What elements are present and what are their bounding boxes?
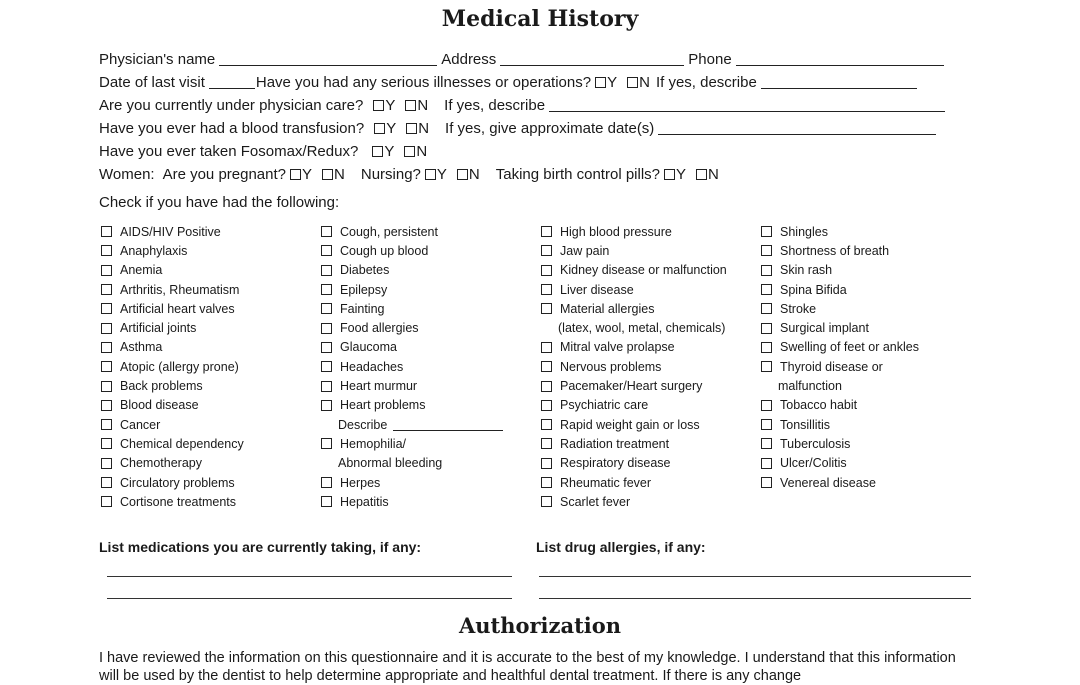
condition-label: Stroke [780,301,817,316]
condition-item[interactable] [321,357,531,376]
condition-checkbox[interactable] [101,245,112,256]
condition-item[interactable] [321,241,531,260]
condition-continuation [761,376,971,395]
condition-checkbox[interactable] [101,477,112,488]
condition-item[interactable] [541,473,751,492]
condition-item[interactable] [101,415,311,434]
pregnant-no-checkbox[interactable] [322,169,333,180]
condition-label: Glaucoma [340,340,397,355]
condition-checkbox[interactable] [761,477,772,488]
condition-label: Heart murmur [340,379,418,394]
condition-item[interactable] [761,357,971,376]
condition-checkbox[interactable] [321,323,332,334]
fosomax-yes-checkbox[interactable] [372,146,383,157]
condition-checkbox[interactable] [101,458,112,469]
condition-checkbox[interactable] [101,496,112,507]
address-label: Address [441,51,497,68]
condition-item[interactable] [321,280,531,299]
condition-label: Diabetes [340,263,390,278]
condition-label: Cough up blood [340,243,429,258]
condition-checkbox[interactable] [101,381,112,392]
nursing-no-checkbox[interactable] [457,169,468,180]
condition-item[interactable] [541,396,751,415]
condition-item[interactable] [101,222,311,241]
serious-illness-yes-checkbox[interactable] [595,77,606,88]
condition-checkbox[interactable] [541,400,552,411]
condition-label: High blood pressure [560,224,672,239]
condition-checkbox[interactable] [101,419,112,430]
women-row: Women: Are you pregnant? Y N Nursing? Y N Taking birth control pills? Y N [99,166,719,183]
condition-checkbox[interactable] [541,496,552,507]
phone-label: Phone [688,51,732,68]
condition-checkbox[interactable] [321,400,332,411]
condition-label: (latex, wool, metal, chemicals) [558,321,726,336]
condition-label: Ulcer/Colitis [780,456,847,471]
condition-checkbox[interactable] [541,361,552,372]
condition-item[interactable] [761,454,971,473]
condition-item[interactable] [101,299,311,318]
transfusion-no-checkbox[interactable] [406,123,417,134]
pregnant-yes-checkbox[interactable] [290,169,301,180]
condition-item[interactable] [761,434,971,453]
condition-item[interactable] [761,318,971,337]
condition-item[interactable] [541,492,751,511]
condition-item[interactable] [101,318,311,337]
condition-continuation [541,318,751,337]
condition-item[interactable] [321,473,531,492]
fosomax-no-checkbox[interactable] [404,146,415,157]
nursing-question: Nursing? [360,166,421,183]
condition-label: Scarlet fever [560,494,631,509]
condition-checkbox[interactable] [541,265,552,276]
condition-item[interactable] [321,299,531,318]
condition-label: Hepatitis [340,494,389,509]
condition-label: Liver disease [560,282,634,297]
condition-continuation [321,454,531,473]
condition-checkbox[interactable] [321,226,332,237]
women-label: Women: [99,166,155,183]
condition-item[interactable] [541,415,751,434]
condition-item[interactable] [321,376,531,395]
condition-checkbox[interactable] [761,419,772,430]
condition-checkbox[interactable] [761,284,772,295]
condition-label: Swelling of feet or ankles [780,340,919,355]
condition-label: Chemical dependency [120,436,244,451]
condition-label: Cough, persistent [340,224,438,239]
condition-checkbox[interactable] [101,265,112,276]
condition-label: Pacemaker/Heart surgery [560,379,703,394]
condition-checkbox[interactable] [101,342,112,353]
form-title: Medical History [441,6,639,32]
condition-label: Psychiatric care [560,398,649,413]
physician-care-yes-checkbox[interactable] [373,100,384,111]
last-visit-label: Date of last visit [99,74,205,91]
condition-item[interactable] [541,299,751,318]
condition-item[interactable] [321,318,531,337]
condition-checkbox[interactable] [321,438,332,449]
medications-line-2[interactable] [107,598,512,599]
condition-label: Artificial joints [120,321,197,336]
condition-label: Mitral valve prolapse [560,340,675,355]
transfusion-date-field[interactable] [658,120,936,135]
condition-checkbox[interactable] [541,284,552,295]
condition-label: Kidney disease or malfunction [560,263,727,278]
condition-checkbox[interactable] [541,419,552,430]
nursing-yes-checkbox[interactable] [425,169,436,180]
condition-item[interactable] [101,396,311,415]
physician-name-field[interactable] [219,51,437,66]
physician-care-describe-field[interactable] [549,97,945,112]
condition-checkbox[interactable] [101,226,112,237]
condition-checkbox[interactable] [761,438,772,449]
condition-label: Jaw pain [560,243,610,258]
condition-label: Headaches [340,359,404,374]
condition-label: Back problems [120,379,203,394]
serious-illness-describe-field[interactable] [761,74,917,89]
condition-label: Spina Bifida [780,282,847,297]
condition-label: AIDS/HIV Positive [120,224,221,239]
conditions-column-1 [101,222,311,511]
condition-item[interactable] [101,280,311,299]
serious-illness-describe-label: If yes, describe [655,74,757,91]
condition-checkbox[interactable] [101,323,112,334]
allergies-line-1[interactable] [539,576,971,577]
condition-checkbox[interactable] [541,477,552,488]
condition-item[interactable] [761,338,971,357]
condition-item[interactable] [541,280,751,299]
condition-item[interactable] [101,492,311,511]
condition-item[interactable] [541,261,751,280]
birth-control-yes-checkbox[interactable] [664,169,675,180]
address-field[interactable] [500,51,684,66]
physician-care-row: Are you currently under physician care? Y N If yes, describe [99,94,949,114]
allergies-label: List drug allergies, if any: [536,539,706,555]
condition-item[interactable] [321,492,531,511]
serious-illness-no-checkbox[interactable] [627,77,638,88]
condition-item[interactable] [761,280,971,299]
condition-checkbox[interactable] [541,381,552,392]
last-visit-field[interactable] [209,74,255,89]
physician-care-question: Are you currently under physician care? [99,97,364,114]
pregnant-question: Are you pregnant? [162,166,286,183]
authorization-text: I have reviewed the information on this questionnaire and it is accurate to the best of my knowledge. I understand that this information will be used by the dentist to help determine appropriate and healthful dental treatment. If there is any change [99,650,956,684]
condition-item[interactable] [541,376,751,395]
condition-item[interactable] [321,222,531,241]
condition-checkbox[interactable] [101,361,112,372]
condition-label: Radiation treatment [560,436,670,451]
condition-item[interactable] [761,261,971,280]
condition-checkbox[interactable] [101,438,112,449]
condition-checkbox[interactable] [321,265,332,276]
condition-item[interactable] [101,241,311,260]
condition-label: Tobacco habit [780,398,858,413]
condition-label: Rapid weight gain or loss [560,417,700,432]
condition-label: Cancer [120,417,161,432]
phone-field[interactable] [736,51,944,66]
condition-checkbox[interactable] [541,342,552,353]
condition-item[interactable] [101,338,311,357]
condition-item[interactable] [321,434,531,453]
condition-label: Tuberculosis [780,436,851,451]
condition-label: Arthritis, Rheumatism [120,282,240,297]
condition-checkbox[interactable] [541,438,552,449]
condition-continuation [321,415,531,434]
condition-item[interactable] [541,338,751,357]
transfusion-yes-checkbox[interactable] [374,123,385,134]
condition-checkbox[interactable] [761,303,772,314]
fosomax-question: Have you ever taken Fosomax/Redux? [99,143,359,160]
condition-item[interactable] [761,241,971,260]
condition-label: Describe [338,417,388,432]
condition-label: Chemotherapy [120,456,202,471]
condition-label: Circulatory problems [120,475,235,490]
condition-checkbox[interactable] [101,400,112,411]
medications-line-1[interactable] [107,576,512,577]
condition-item[interactable] [321,261,531,280]
condition-label: Epilepsy [340,282,388,297]
physician-row [99,48,948,68]
condition-checkbox[interactable] [761,226,772,237]
condition-checkbox[interactable] [761,323,772,334]
condition-checkbox[interactable] [761,361,772,372]
physician-care-no-checkbox[interactable] [405,100,416,111]
condition-checkbox[interactable] [761,265,772,276]
heart-problems-describe-field[interactable] [393,419,503,431]
condition-checkbox[interactable] [101,303,112,314]
condition-item[interactable] [541,434,751,453]
condition-label: Atopic (allergy prone) [120,359,239,374]
condition-item[interactable] [101,376,311,395]
condition-label: Abnormal bleeding [338,456,443,471]
condition-checkbox[interactable] [101,284,112,295]
authorization-title: Authorization [458,613,622,638]
condition-label: Surgical implant [780,321,869,336]
condition-item[interactable] [321,338,531,357]
condition-checkbox[interactable] [321,361,332,372]
conditions-column-3 [541,222,751,511]
condition-label: Skin rash [780,263,833,278]
condition-label: Thyroid disease or [780,359,883,374]
condition-item[interactable] [101,357,311,376]
transfusion-question: Have you ever had a blood transfusion? [99,120,365,137]
condition-label: Rheumatic fever [560,475,652,490]
condition-label: Shortness of breath [780,243,890,258]
condition-label: Food allergies [340,321,419,336]
condition-label: Hemophilia/ [340,436,407,451]
condition-label: Heart problems [340,398,426,413]
condition-item[interactable] [761,396,971,415]
condition-label: Herpes [340,475,381,490]
condition-checkbox[interactable] [761,400,772,411]
condition-item[interactable] [541,241,751,260]
condition-label: Anaphylaxis [120,243,188,258]
condition-item[interactable] [101,261,311,280]
last-visit-row: Date of last visit Have you had any serious illnesses or operations? Y N If yes, describe [99,71,921,91]
condition-checkbox[interactable] [321,303,332,314]
condition-checkbox[interactable] [541,303,552,314]
conditions-column-4 [761,222,971,492]
condition-checkbox[interactable] [541,458,552,469]
physician-care-describe-label: If yes, describe [444,97,546,114]
condition-checkbox[interactable] [541,226,552,237]
condition-label: Fainting [340,301,385,316]
condition-label: Tonsillitis [780,417,831,432]
condition-checkbox[interactable] [321,284,332,295]
physician-name-label: Physician's name [99,51,216,68]
condition-checkbox[interactable] [321,381,332,392]
condition-label: Anemia [120,263,163,278]
condition-item[interactable] [761,222,971,241]
condition-label: Venereal disease [780,475,876,490]
condition-item[interactable] [761,473,971,492]
conditions-heading: Check if you have had the following: [99,194,340,211]
condition-label: Respiratory disease [560,456,671,471]
condition-checkbox[interactable] [321,477,332,488]
condition-label: malfunction [778,379,842,394]
fosomax-row: Have you ever taken Fosomax/Redux? Y N [99,143,428,160]
condition-checkbox[interactable] [321,342,332,353]
serious-illness-question: Have you had any serious illnesses or operations? [255,74,592,91]
birth-control-no-checkbox[interactable] [696,169,707,180]
condition-item[interactable] [761,415,971,434]
condition-checkbox[interactable] [321,496,332,507]
condition-item[interactable] [541,357,751,376]
condition-label: Artificial heart valves [120,301,235,316]
condition-item[interactable] [541,222,751,241]
allergies-line-2[interactable] [539,598,971,599]
condition-checkbox[interactable] [761,245,772,256]
condition-checkbox[interactable] [541,245,552,256]
condition-checkbox[interactable] [321,245,332,256]
birth-control-question: Taking birth control pills? [495,166,660,183]
transfusion-row: Have you ever had a blood transfusion? Y N If yes, give approximate date(s) [99,117,940,137]
condition-checkbox[interactable] [761,458,772,469]
condition-label: Shingles [780,224,828,239]
condition-item[interactable] [761,299,971,318]
condition-item[interactable] [541,454,751,473]
condition-item[interactable] [101,454,311,473]
condition-item[interactable] [101,434,311,453]
condition-item[interactable] [101,473,311,492]
transfusion-date-label: If yes, give approximate date(s) [445,120,655,137]
condition-item[interactable] [321,396,531,415]
medications-label: List medications you are currently taking, if any: [99,539,422,555]
condition-checkbox[interactable] [761,342,772,353]
conditions-column-2 [321,222,531,511]
condition-label: Blood disease [120,398,199,413]
condition-label: Cortisone treatments [120,494,237,509]
condition-label: Nervous problems [560,359,662,374]
condition-label: Material allergies [560,301,655,316]
condition-label: Asthma [120,340,163,355]
